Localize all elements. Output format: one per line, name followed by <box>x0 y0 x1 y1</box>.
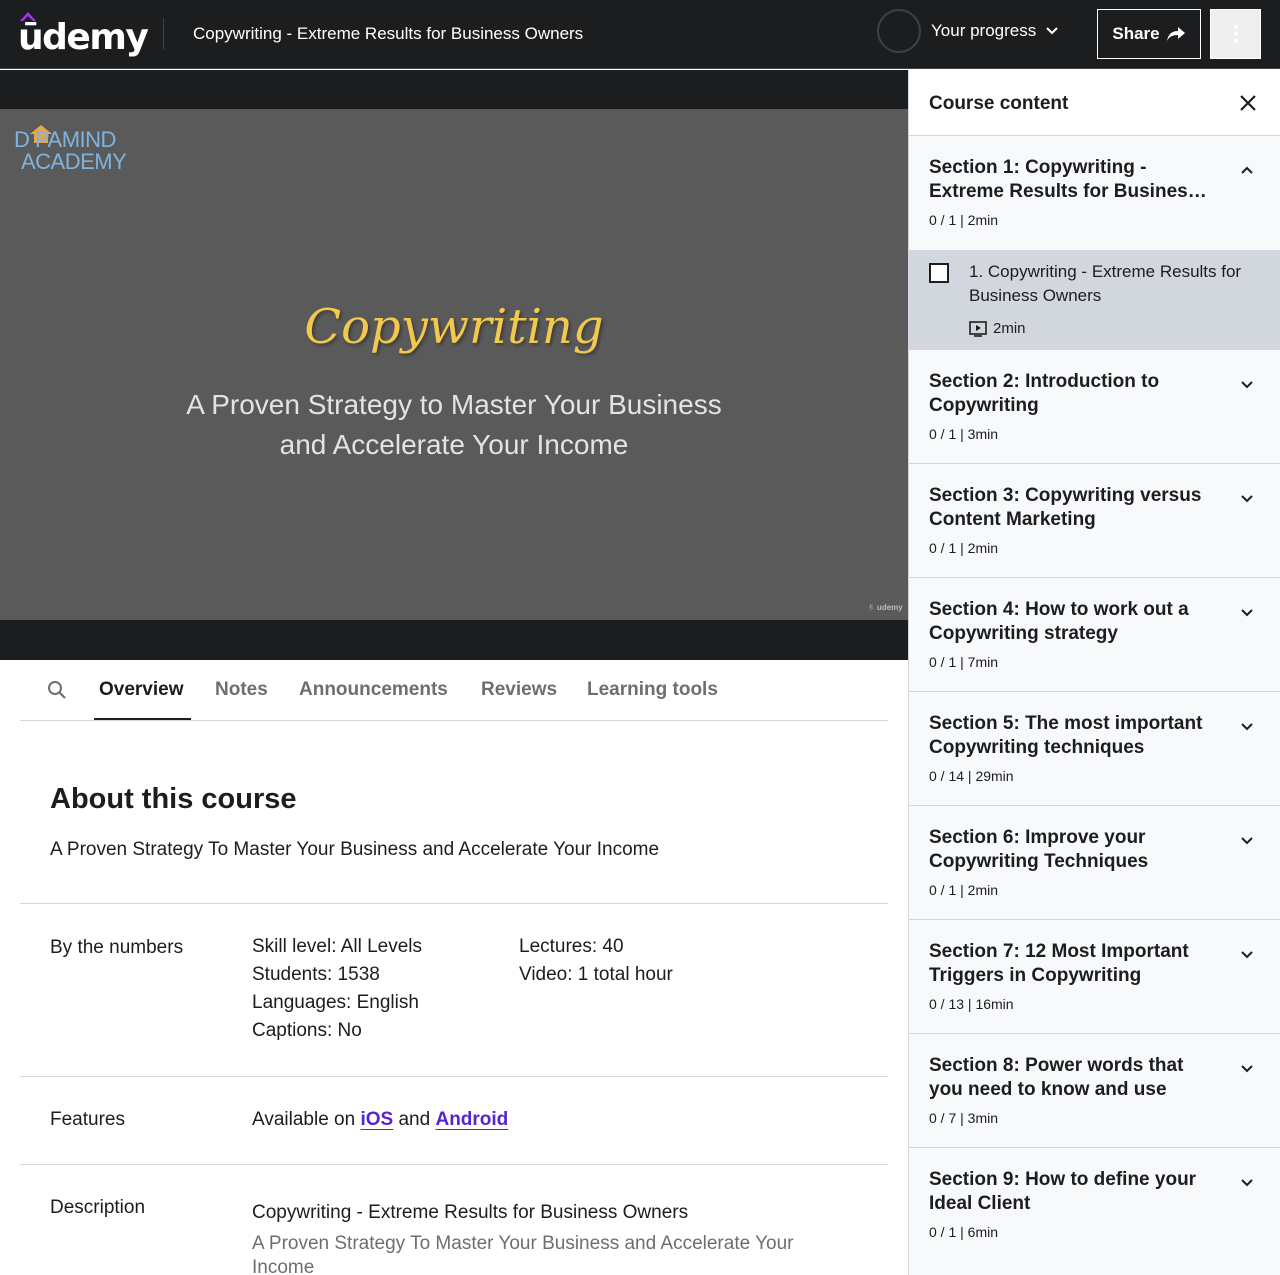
section-4[interactable] <box>909 578 1280 692</box>
active-tab-indicator <box>94 718 191 720</box>
chevron-down-icon <box>1240 605 1254 619</box>
chevron-up-icon <box>1240 163 1254 177</box>
video-duration: Video: 1 total hour <box>519 964 673 985</box>
chevron-down-icon <box>1240 947 1254 961</box>
video-subtitle <box>0 385 908 465</box>
section-meta: 0 / 1 | 6min <box>929 1224 999 1240</box>
students-count: Students: 1538 <box>252 964 380 985</box>
languages: Languages: English <box>252 992 419 1013</box>
description-value <box>252 1194 852 1275</box>
lecture-checkbox[interactable] <box>929 263 949 283</box>
section-meta: 0 / 1 | 2min <box>929 540 999 556</box>
chevron-down-icon <box>1046 27 1058 35</box>
video-play-icon <box>969 321 987 337</box>
section-title: Section 6: Improve your Copywriting Techniques <box>929 827 1149 872</box>
by-the-numbers-label: By the numbers <box>50 937 184 958</box>
description-line-3: Income <box>252 1257 315 1275</box>
sidebar-header <box>909 70 1280 136</box>
features-value <box>252 1106 508 1134</box>
course-title[interactable]: Copywriting - Extreme Results for Business Owners <box>193 24 584 43</box>
progress-dropdown[interactable] <box>931 21 1058 41</box>
about-subtitle: A Proven Strategy To Master Your Business and Accelerate Your Income <box>50 839 660 860</box>
section-title: Section 4: How to work out a Copywriting strategy <box>929 599 1189 644</box>
section-title: Section 2: Introduction to Copywriting <box>929 371 1160 416</box>
section-meta: 0 / 13 | 16min <box>929 996 1014 1012</box>
kebab-menu-icon <box>1234 25 1238 43</box>
description-line-1: Copywriting - Extreme Results for Business Owners <box>252 1202 689 1223</box>
features-and: and <box>398 1109 431 1130</box>
more-options-button[interactable] <box>1210 9 1261 59</box>
section-9[interactable] <box>909 1148 1280 1262</box>
header-divider <box>163 18 164 50</box>
section-7[interactable] <box>909 920 1280 1034</box>
section-title: Section 7: 12 Most Important Triggers in Copywriting <box>929 941 1189 986</box>
section-title: Section 9: How to define your Ideal Client <box>929 1169 1197 1214</box>
tab-announcements[interactable]: Announcements <box>299 679 448 700</box>
search-icon[interactable] <box>47 680 67 700</box>
share-label: Share <box>1112 24 1160 43</box>
lecture-item[interactable] <box>909 250 1280 350</box>
course-content-sidebar <box>908 70 1280 1275</box>
course-tabs <box>20 660 888 721</box>
section-1[interactable] <box>909 136 1280 250</box>
section-title: Section 1: Copywriting - Extreme Results for Busines… <box>929 157 1207 202</box>
features-prefix: Available on <box>252 1109 356 1130</box>
share-arrow-icon <box>1166 26 1186 42</box>
section-8[interactable] <box>909 1034 1280 1148</box>
video-subtitle-line-2: and Accelerate Your Income <box>279 429 629 460</box>
video-frame[interactable] <box>0 109 908 620</box>
section-meta: 0 / 1 | 7min <box>929 654 999 670</box>
section-meta: 0 / 7 | 3min <box>929 1110 999 1126</box>
lectures-count: Lectures: 40 <box>519 936 624 957</box>
video-watermark: ✌ udemy <box>868 603 903 612</box>
features-label: Features <box>50 1109 125 1130</box>
section-meta: 0 / 14 | 29min <box>929 768 1014 784</box>
brand-line-1: D PAMIND <box>14 127 116 152</box>
numbers-column-1 <box>252 933 422 1045</box>
lecture-title: 1. Copywriting - Extreme Results for Business Owners <box>969 262 1242 305</box>
chevron-down-icon <box>1240 719 1254 733</box>
video-subtitle-line-1: A Proven Strategy to Master Your Business <box>186 389 722 420</box>
numbers-column-2 <box>519 933 673 989</box>
top-header <box>0 0 1280 69</box>
close-icon[interactable] <box>1239 94 1257 112</box>
video-heading: Copywriting <box>304 299 604 355</box>
section-3[interactable] <box>909 464 1280 578</box>
section-meta: 0 / 1 | 2min <box>929 882 999 898</box>
skill-level: Skill level: All Levels <box>252 936 423 957</box>
section-6[interactable] <box>909 806 1280 920</box>
section-5[interactable] <box>909 692 1280 806</box>
tab-notes[interactable]: Notes <box>215 679 268 700</box>
brand-line-2: ACADEMY <box>21 149 127 174</box>
section-title: Section 5: The most important Copywriting techniques <box>929 713 1203 758</box>
tab-learning-tools[interactable]: Learning tools <box>587 679 718 700</box>
progress-label: Your progress <box>931 21 1037 40</box>
section-meta: 0 / 1 | 3min <box>929 426 999 442</box>
tab-overview[interactable]: Overview <box>99 679 184 700</box>
chevron-down-icon <box>1240 1175 1254 1189</box>
divider <box>20 1076 888 1077</box>
divider <box>20 903 888 904</box>
dopamind-academy-logo <box>14 124 144 180</box>
chevron-down-icon <box>1240 491 1254 505</box>
chevron-down-icon <box>1240 833 1254 847</box>
about-title: About this course <box>50 783 297 815</box>
sidebar-title: Course content <box>929 93 1069 114</box>
description-label: Description <box>50 1197 146 1218</box>
chevron-down-icon <box>1240 377 1254 391</box>
video-player[interactable] <box>0 70 908 660</box>
description-line-2: A Proven Strategy To Master Your Business and Accelerate Your <box>252 1233 794 1254</box>
logo-text: ūdemy <box>18 17 148 58</box>
tab-reviews[interactable]: Reviews <box>481 679 558 700</box>
android-link[interactable]: Android <box>435 1109 509 1130</box>
lecture-duration: 2min <box>993 320 1026 337</box>
captions: Captions: No <box>252 1020 362 1041</box>
progress-ring-icon[interactable] <box>877 9 921 53</box>
udemy-logo[interactable] <box>18 12 148 58</box>
ios-link[interactable]: iOS <box>360 1109 394 1130</box>
chevron-down-icon <box>1240 1061 1254 1075</box>
lecture-meta <box>969 320 1026 338</box>
share-button[interactable] <box>1097 9 1201 59</box>
section-title: Section 8: Power words that you need to know and use <box>929 1055 1184 1100</box>
section-2[interactable] <box>909 350 1280 464</box>
section-meta: 0 / 1 | 2min <box>929 212 999 228</box>
divider <box>20 1164 888 1165</box>
section-title: Section 3: Copywriting versus Content Marketing <box>929 485 1202 530</box>
